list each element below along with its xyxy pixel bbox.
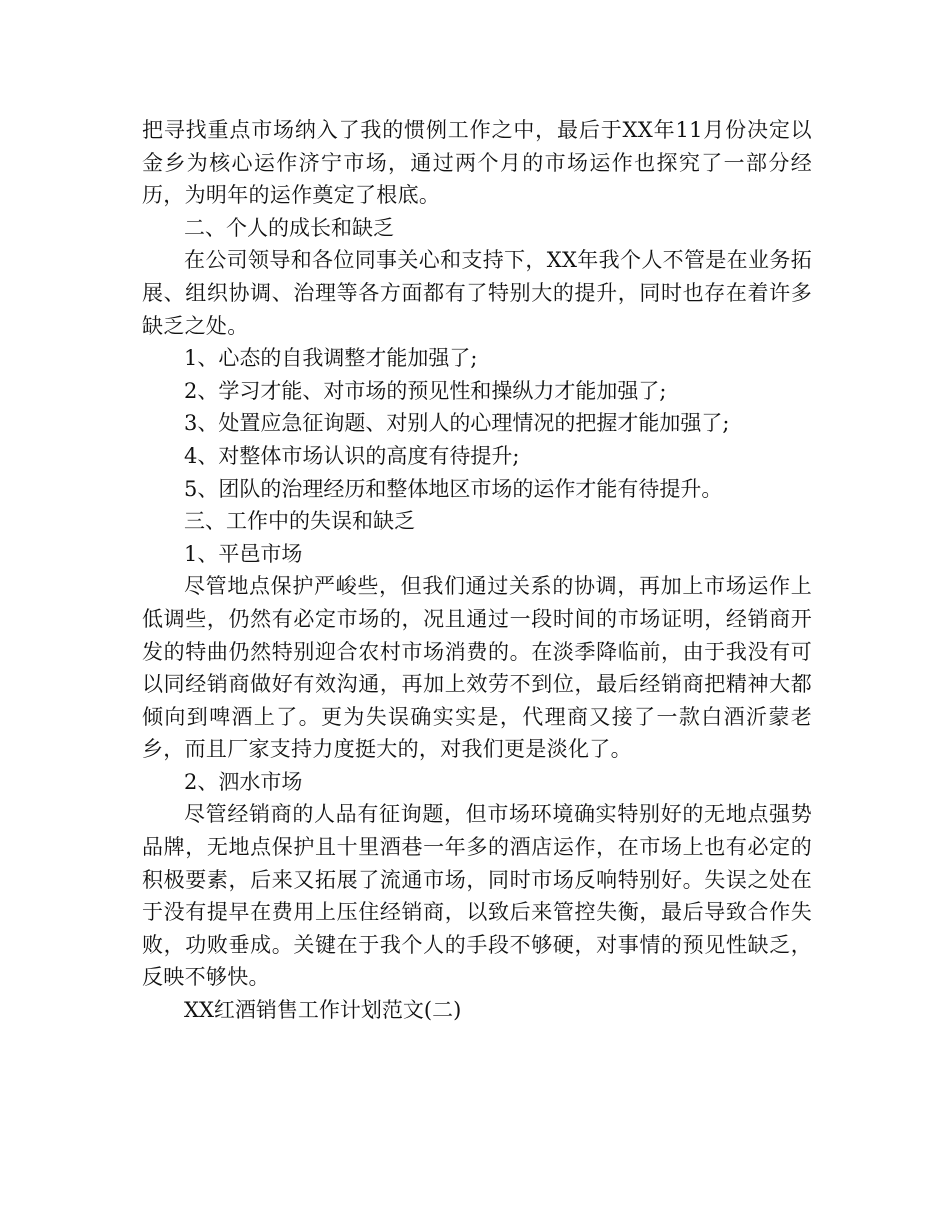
body-paragraph: 尽管地点保护严峻些，但我们通过关系的协调，再加上市场运作上低调些，仍然有必定市场的，况且通过一段时间的市场证明，经销商开发的特曲仍然特别迎合农村市场消费的。在淡季降临前，由于我没有可以同经销商做好有效沟通，再加上效劳不到位，最后经销商把精神大都倾向到啤酒上了。更为失误确实实是，代理商又接了一款白酒沂蒙老乡，而且厂家支持力度挺大的，对我们更是淡化了。	[142, 574, 812, 762]
document-page	[142, 114, 812, 1027]
section-heading: 二、个人的成长和缺乏	[184, 215, 394, 240]
section-heading: 三、工作中的失误和缺乏	[184, 509, 415, 534]
list-item: 1、心态的自我调整才能加强了;	[184, 346, 478, 371]
body-paragraph: 在公司领导和各位同事关心和支持下，XX年我个人不管是在业务拓展、组织协调、治理等各方面都有了特别大的提升，同时也存在着许多缺乏之处。	[142, 248, 812, 338]
list-item: 2、学习才能、对市场的预见性和操纵力才能加强了;	[184, 378, 667, 403]
subsection-heading: 1、平邑市场	[184, 541, 303, 566]
list-item: 4、对整体市场认识的高度有待提升;	[184, 443, 520, 468]
document-title-next: XX红酒销售工作计划范文(二)	[184, 998, 462, 1023]
list-item: 5、团队的治理经历和整体地区市场的运作才能有待提升。	[184, 476, 723, 501]
body-paragraph: 尽管经销商的人品有征询题，但市场环境确实特别好的无地点强势品牌，无地点保护且十里酒巷一年多的酒店运作，在市场上也有必定的积极要素，后来又拓展了流通市场，同时市场反响特别好。失误之处在于没有提早在费用上压住经销商，以致后来管控失衡，最后导致合作失败，功败垂成。关键在于我个人的手段不够硬，对事情的预见性缺乏，反映不够快。	[142, 802, 812, 990]
list-item: 3、处置应急征询题、对别人的心理情况的把握才能加强了;	[184, 411, 730, 436]
body-paragraph: 把寻找重点市场纳入了我的惯例工作之中，最后于XX年11月份决定以金乡为核心运作济宁市场，通过两个月的市场运作也探究了一部分经历，为明年的运作奠定了根底。	[142, 118, 812, 208]
subsection-heading: 2、泗水市场	[184, 769, 303, 794]
